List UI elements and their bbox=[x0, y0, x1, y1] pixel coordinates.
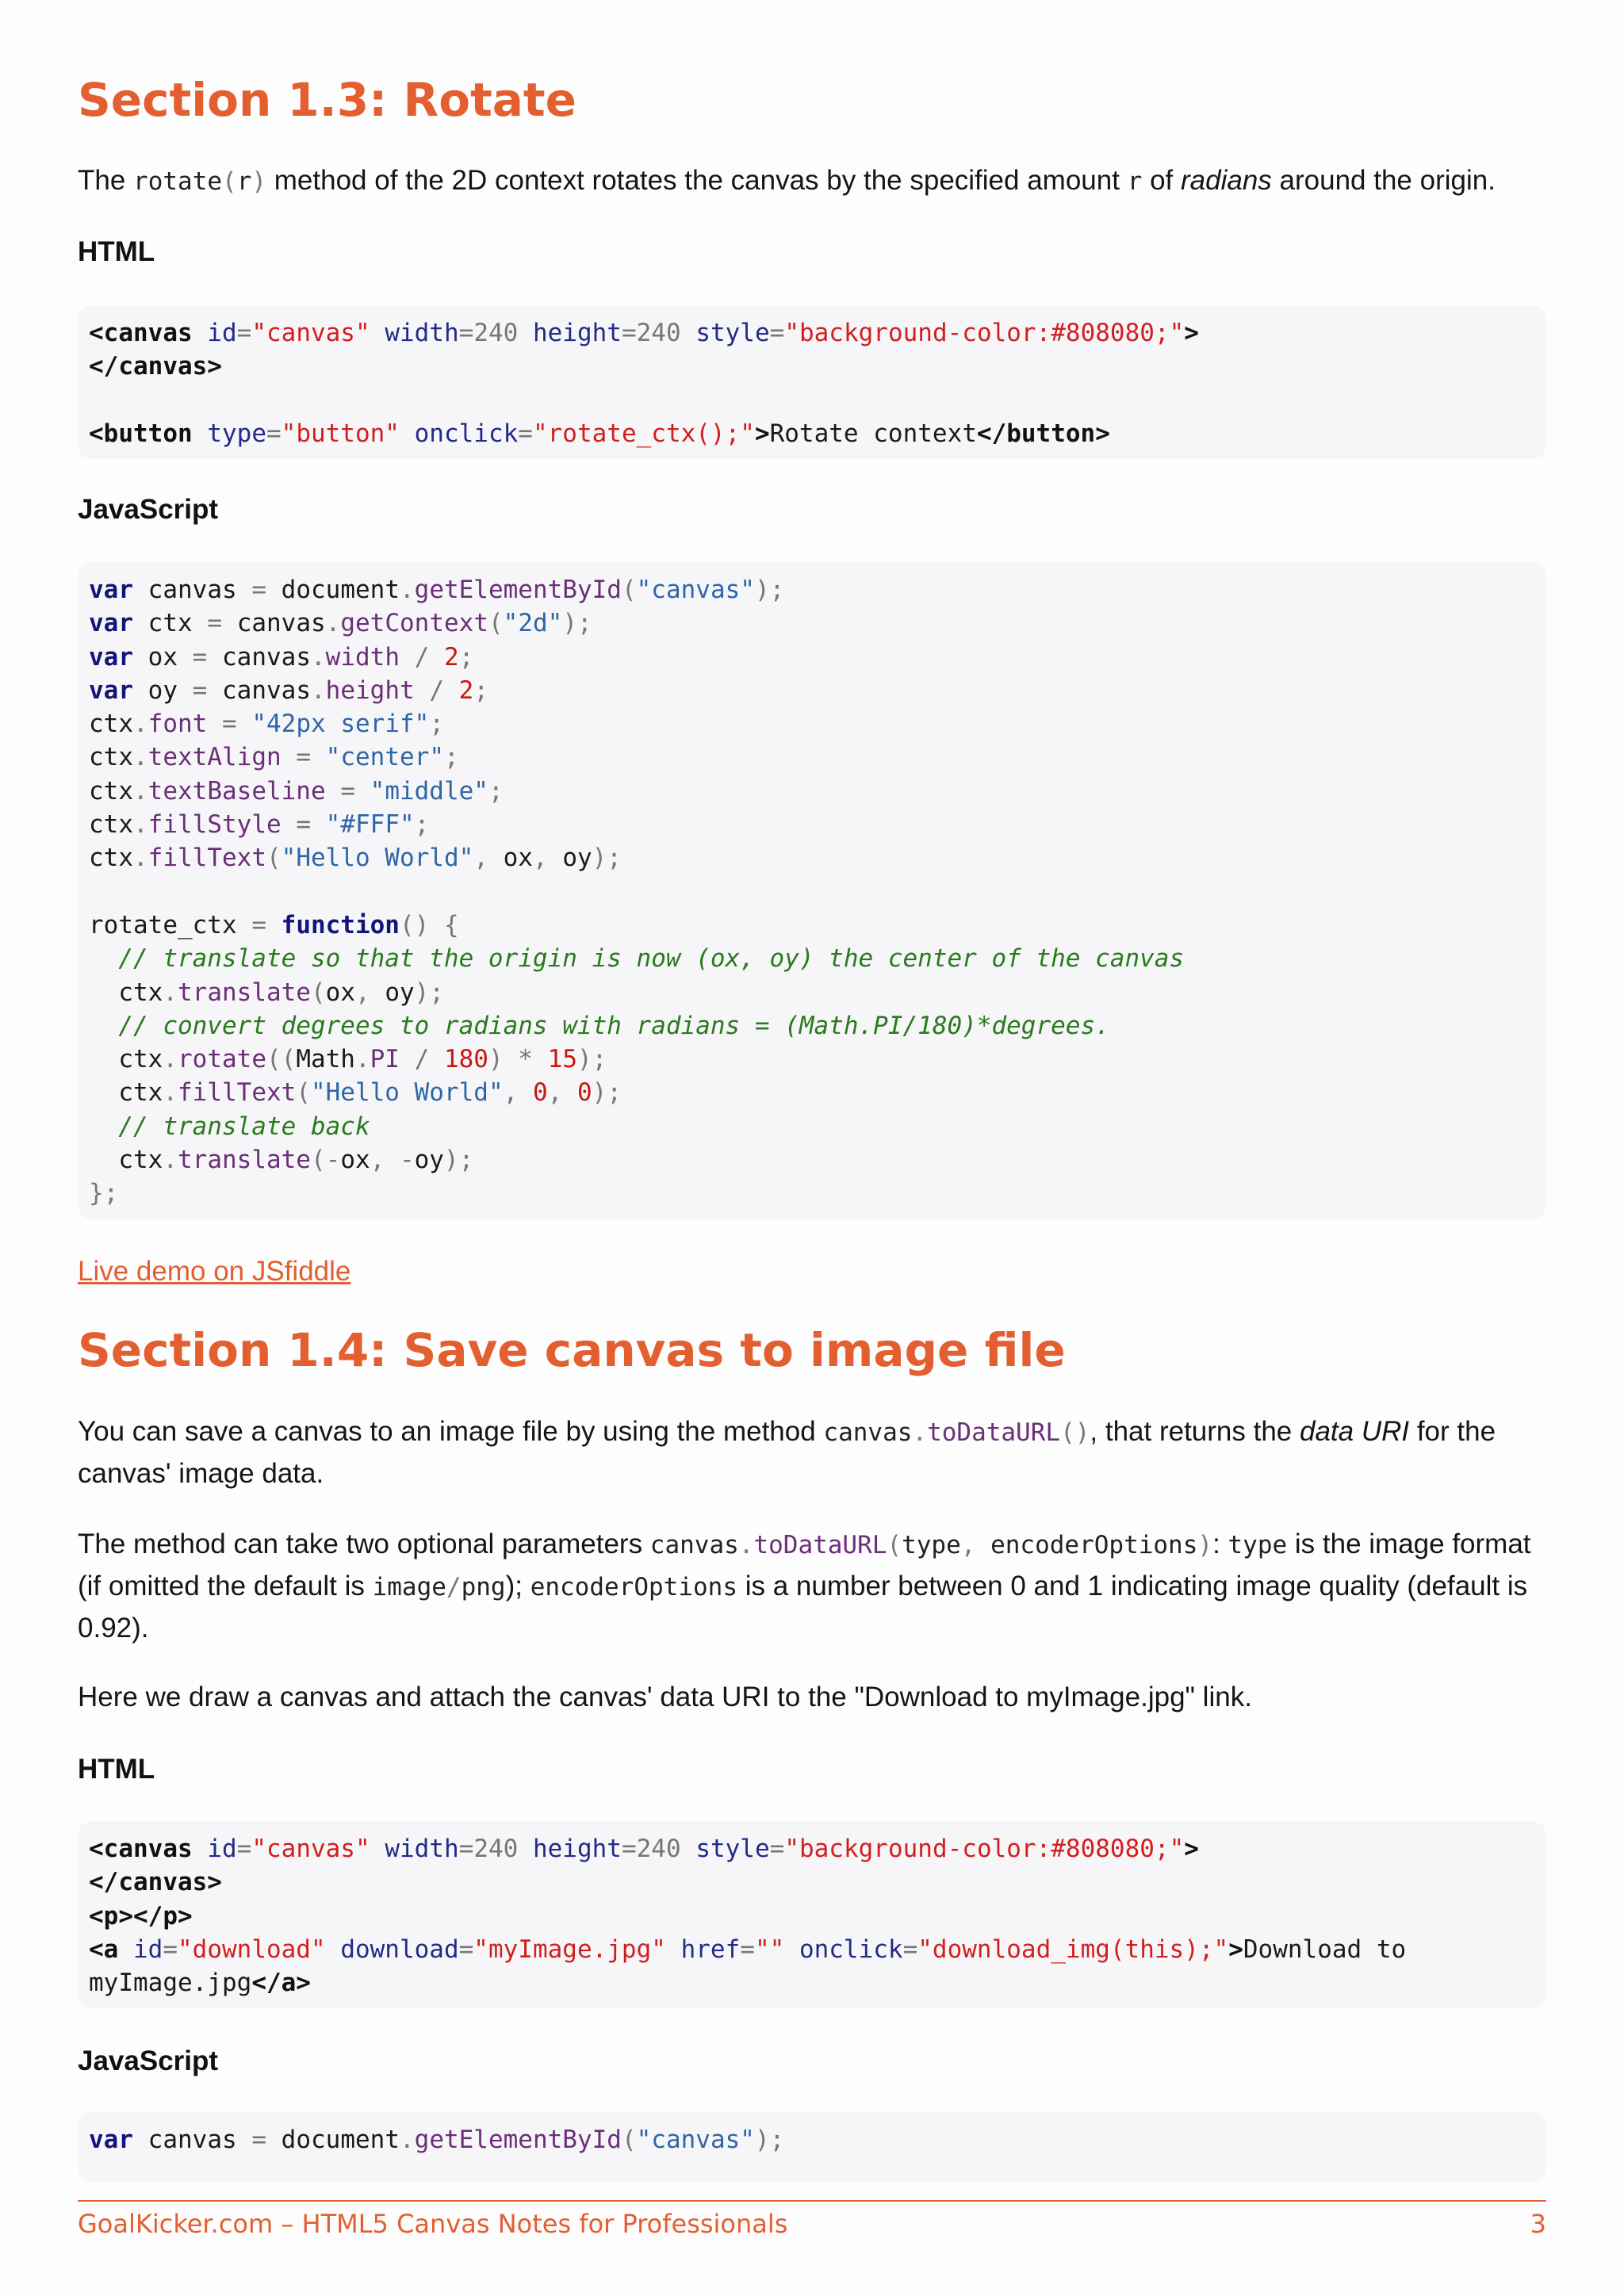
save-intro-paragraph: You can save a canvas to an image file by using the method canvas.toDataURL(), that returns the data URI for the canvas' image data. bbox=[78, 1416, 1496, 1489]
javascript-label: JavaScript bbox=[78, 494, 219, 525]
code-line: <canvas id="canvas" width=240 height=240 style="background-color:#808080;"> bbox=[89, 1835, 1199, 1863]
javascript-code-block-rotate bbox=[78, 562, 1546, 1219]
code-line: ctx.fillText("Hello World", ox, oy); bbox=[89, 844, 622, 873]
section-heading-rotate: Section 1.3: Rotate bbox=[78, 73, 576, 127]
code-line: <button type="button" onclick="rotate_ctx();">Rotate context</button> bbox=[89, 419, 1110, 448]
code-line: ctx.translate(ox, oy); bbox=[118, 978, 444, 1007]
code-line: ctx.fillStyle = "#FFF"; bbox=[89, 810, 430, 840]
code-line: ctx.textAlign = "center"; bbox=[89, 743, 459, 772]
section-heading-save-canvas: Section 1.4: Save canvas to image file bbox=[78, 1323, 1066, 1377]
code-line: <p></p> bbox=[89, 1901, 193, 1931]
page-number: 3 bbox=[1530, 2209, 1546, 2239]
html-code-block-rotate bbox=[78, 305, 1546, 459]
code-line: // translate back bbox=[118, 1112, 370, 1141]
html-label: HTML bbox=[78, 1754, 155, 1785]
code-line: var ctx = canvas.getContext("2d"); bbox=[89, 609, 592, 638]
live-demo-link[interactable]: Live demo on JSfiddle bbox=[78, 1256, 351, 1287]
code-line: ctx.fillText("Hello World", 0, 0); bbox=[118, 1078, 622, 1108]
code-line: var canvas = document.getElementById("canvas"); bbox=[89, 576, 785, 604]
code-line: // convert degrees to radians with radians = (Math.PI/180)*degrees. bbox=[118, 1011, 1110, 1040]
code-line: <canvas id="canvas" width=240 height=240 style="background-color:#808080;"> bbox=[89, 319, 1199, 347]
code-line: myImage.jpg</a> bbox=[89, 1969, 311, 1998]
code-line: </canvas> bbox=[89, 352, 222, 381]
code-line: ctx.translate(-ox, -oy); bbox=[118, 1146, 474, 1175]
code-line: rotate_ctx = function() { bbox=[89, 910, 459, 939]
save-params-paragraph: The method can take two optional parameters canvas.toDataURL(type, encoderOptions): type is the image format (if omitted the default is image/png); encoderOptions is a number between 0 and 1 indicating image quality (default is 0.92). bbox=[78, 1529, 1531, 1644]
html-label: HTML bbox=[78, 236, 155, 267]
code-line: ctx.font = "42px serif"; bbox=[89, 710, 444, 739]
code-line: // translate so that the origin is now (ox, oy) the center of the canvas bbox=[118, 944, 1185, 974]
code-line-blank bbox=[89, 875, 1535, 909]
code-line: ctx.rotate((Math.PI / 180) * 15); bbox=[118, 1045, 607, 1074]
code-line: var oy = canvas.height / 2; bbox=[89, 675, 489, 705]
javascript-label: JavaScript bbox=[78, 2045, 219, 2076]
rotate-intro-paragraph: The rotate(r) method of the 2D context rotates the canvas by the specified amount r of radians around the origin. bbox=[78, 165, 1496, 196]
html-code-block-save bbox=[78, 1821, 1546, 2008]
save-description-paragraph: Here we draw a canvas and attach the canvas' data URI to the "Download to myImage.jpg" link. bbox=[78, 1682, 1252, 1712]
code-line: var ox = canvas.width / 2; bbox=[89, 642, 474, 672]
code-line-blank bbox=[89, 384, 1535, 417]
code-line: ctx.textBaseline = "middle"; bbox=[89, 776, 504, 806]
code-line: </canvas> bbox=[89, 1868, 222, 1897]
footer-divider bbox=[78, 2200, 1546, 2202]
code-line: var canvas = document.getElementById("canvas"); bbox=[89, 2126, 785, 2154]
javascript-code-block-save bbox=[78, 2112, 1546, 2182]
code-line: }; bbox=[89, 1179, 119, 1208]
code-line: <a id="download" download="myImage.jpg" href="" onclick="download_img(this);">Download to bbox=[89, 1934, 1407, 1964]
footer-title: GoalKicker.com – HTML5 Canvas Notes for Professionals bbox=[78, 2209, 788, 2239]
